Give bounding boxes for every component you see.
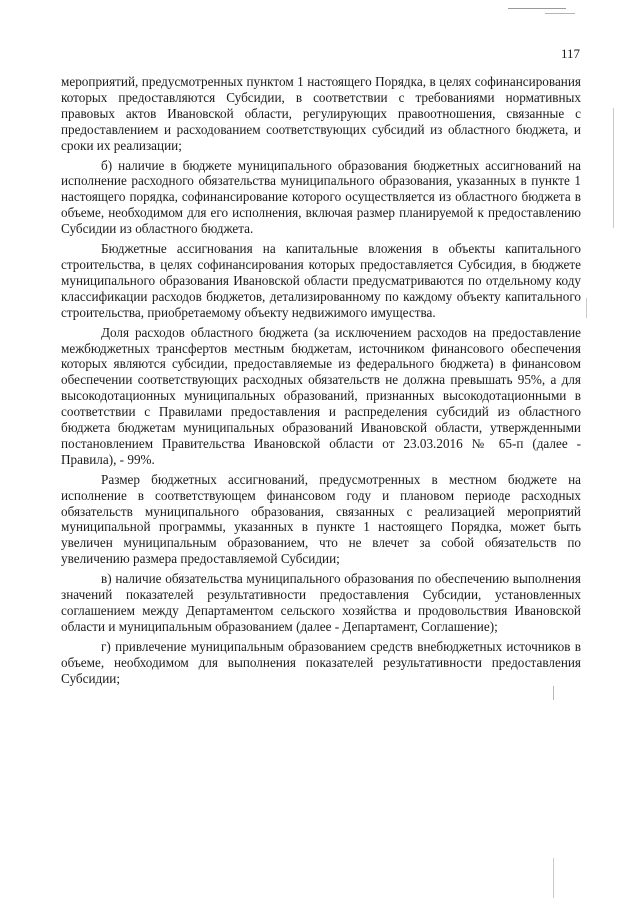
paragraph-budget-share: Доля расходов областного бюджета (за исключением расходов на предоставление межбюджетных трансфертов местным бюджетам, источником финансового обеспечения которых являются субсидии, предоставляемые из федерального бюджета) в финансовом обеспечении соответствующих расходных обязательств не должна превышать 95%, а для высокодотационных муниципальных образований, признанных высокодотационными в соответствии с Правилами предоставления и распределения субсидий из областного бюджета бюджетам муниципальных образований Ивановской области, утвержденными постановлением Правительства Ивановской области от 23.03.2016 № 65-п (далее - Правила), - 99%.	[61, 324, 581, 467]
scan-artifact-margin	[553, 858, 554, 898]
paragraph-continuation: мероприятий, предусмотренных пунктом 1 настоящего Порядка, в целях софинансирования которых предоставляются Субсидии, в соответствии с требованиями нормативных правовых актов Ивановской области, регулирующих правоотношения, связанные с предоставлением и расходованием соответствующих субсидий из областного бюджета, и сроки их реализации;	[61, 74, 581, 153]
scan-artifact-top-short	[545, 13, 575, 14]
paragraph-item-b: б) наличие в бюджете муниципального образования бюджетных ассигнований на исполнение расходного обязательства муниципального образования, указанных в пункте 1 настоящего порядка, софинансирование которого осуществляется из областного бюджета в объеме, необходимом для его исполнения, включая размер планируемой к предоставлению Субсидии из областного бюджета.	[61, 157, 581, 237]
paragraph-item-g: г) привлечение муниципальным образованием средств внебюджетных источников в объеме, необходимом для выполнения показателей результативности предоставления Субсидии;	[61, 638, 581, 686]
document-body	[61, 74, 581, 691]
scan-artifact-margin	[586, 298, 587, 318]
scan-artifact-margin	[613, 108, 614, 228]
paragraph-allocation-size: Размер бюджетных ассигнований, предусмотренных в местном бюджете на исполнение в соответствующем финансовом году и плановом периоде расходных обязательств муниципального образования, связанных с реализацией мероприятий муниципальной программы, указанных в пункте 1 настоящего Порядка, может быть увеличен муниципальным образованием, что не влечет за собой обязательств по увеличению размера предоставляемой Субсидии;	[61, 471, 581, 567]
scan-artifact-top	[508, 8, 566, 9]
page-number: 117	[561, 46, 581, 61]
paragraph-capital-investments: Бюджетные ассигнования на капитальные вложения в объекты капитального строительства, в целях софинансирования которых предоставляется Субсидия, в бюджете муниципального образования Ивановской области предусматриваются по отдельному коду классификации расходов бюджетов, детализированному по каждому объекту капитального строительства, приобретаемому объекту недвижимого имущества.	[61, 241, 581, 320]
paragraph-item-v: в) наличие обязательства муниципального образования по обеспечению выполнения значений показателей результативности предоставления Субсидии, установленных соглашением между Департаментом сельского хозяйства и продовольствия Ивановской области и муниципальным образованием (далее - Департамент, Соглашение);	[61, 571, 581, 634]
